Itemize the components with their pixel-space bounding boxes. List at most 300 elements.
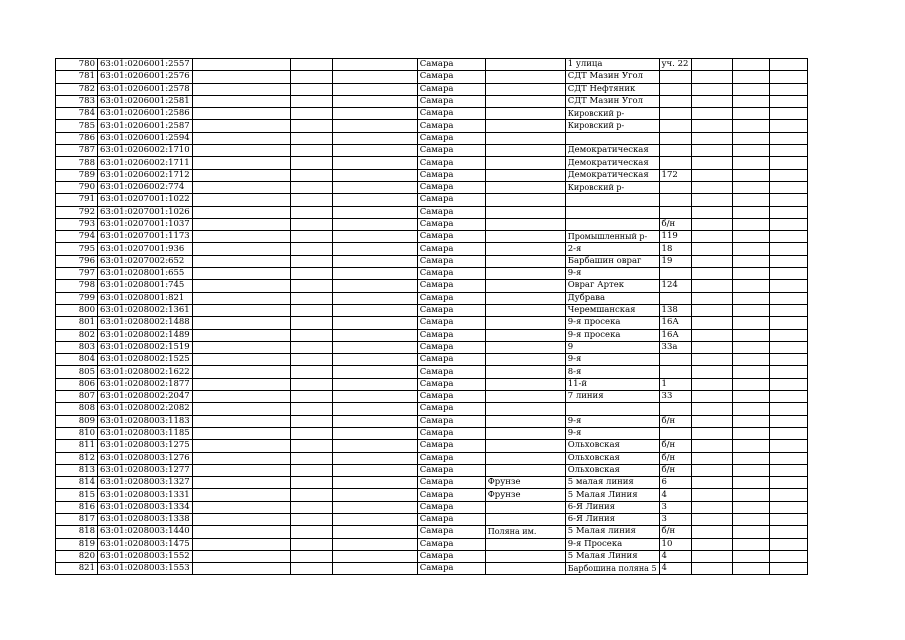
cadastral-number-cell: 63:01:0208001:745 [98,280,193,292]
row-number-cell: 808 [56,403,98,415]
city-cell: Самара [417,59,485,71]
city-cell: Самара [417,464,485,476]
empty-cell [769,108,807,120]
house-number-cell [659,194,691,206]
empty-cell [332,427,417,439]
cadastral-number-cell: 63:01:0207001:936 [98,243,193,255]
house-number-cell [659,83,691,95]
table-row [56,563,808,575]
table-row [56,95,808,107]
empty-cell [332,403,417,415]
row-number-cell: 803 [56,341,98,353]
city-cell: Самара [417,132,485,144]
empty-cell [769,538,807,550]
table-row [56,71,808,83]
empty-cell [290,538,332,550]
street-cell: 6-Я Линия [565,501,659,513]
empty-cell [332,526,417,538]
empty-cell [192,563,290,575]
city-cell: Самара [417,255,485,267]
empty-cell [290,354,332,366]
empty-cell [290,206,332,218]
empty-cell [769,489,807,501]
city-cell: Самара [417,304,485,316]
empty-cell [769,477,807,489]
empty-cell [769,145,807,157]
empty-cell [732,132,769,144]
empty-cell [290,280,332,292]
street-cell: 9-я просека [565,329,659,341]
cadastral-number-cell: 63:01:0208003:1440 [98,526,193,538]
city-cell: Самара [417,427,485,439]
table-row [56,206,808,218]
street-cell [565,403,659,415]
row-number-cell: 795 [56,243,98,255]
empty-cell [732,317,769,329]
city-cell: Самара [417,157,485,169]
empty-cell [332,59,417,71]
empty-cell [290,95,332,107]
table-row [56,304,808,316]
row-number-cell: 787 [56,145,98,157]
district-cell [485,427,565,439]
row-number-cell: 812 [56,452,98,464]
empty-cell [691,255,732,267]
street-cell: Демократическая [565,157,659,169]
row-number-cell: 815 [56,489,98,501]
table-row [56,538,808,550]
empty-cell [732,95,769,107]
table-row [56,243,808,255]
street-cell [565,132,659,144]
house-number-cell: 16А [659,317,691,329]
empty-cell [290,513,332,525]
empty-cell [691,317,732,329]
empty-cell [691,280,732,292]
district-cell [485,304,565,316]
empty-cell [691,194,732,206]
empty-cell [769,427,807,439]
empty-cell [290,550,332,562]
street-cell: Ольховская [565,464,659,476]
empty-cell [192,157,290,169]
empty-cell [732,550,769,562]
empty-cell [290,427,332,439]
cadastral-number-cell: 63:01:0206002:774 [98,181,193,193]
district-cell: Фрунзе [485,477,565,489]
empty-cell [192,304,290,316]
street-cell: СДТ Нефтяник [565,83,659,95]
empty-cell [332,563,417,575]
row-number-cell: 813 [56,464,98,476]
row-number-cell: 796 [56,255,98,267]
street-cell: Черемшанская [565,304,659,316]
district-cell [485,354,565,366]
table-row [56,501,808,513]
row-number-cell: 784 [56,108,98,120]
district-cell [485,59,565,71]
street-cell [565,206,659,218]
house-number-cell: 18 [659,243,691,255]
empty-cell [192,329,290,341]
empty-cell [691,563,732,575]
empty-cell [732,354,769,366]
district-cell [485,95,565,107]
empty-cell [332,464,417,476]
city-cell: Самара [417,452,485,464]
street-cell: 9 [565,341,659,353]
empty-cell [332,452,417,464]
district-cell [485,181,565,193]
empty-cell [332,120,417,132]
empty-cell [192,194,290,206]
row-number-cell: 789 [56,169,98,181]
row-number-cell: 791 [56,194,98,206]
row-number-cell: 782 [56,83,98,95]
house-number-cell: 4 [659,563,691,575]
empty-cell [192,132,290,144]
empty-cell [192,550,290,562]
empty-cell [290,120,332,132]
cadastral-number-cell: 63:01:0206001:2581 [98,95,193,107]
cadastral-number-cell: 63:01:0208003:1327 [98,477,193,489]
empty-cell [691,218,732,230]
empty-cell [691,341,732,353]
empty-cell [691,304,732,316]
street-cell: Барбошина поляна 5 [565,563,659,575]
cadastral-number-cell: 63:01:0208003:1183 [98,415,193,427]
cadastral-number-cell: 63:01:0206001:2578 [98,83,193,95]
empty-cell [290,452,332,464]
street-cell: 5 Малая Линия [565,489,659,501]
cadastral-number-cell: 63:01:0208002:1361 [98,304,193,316]
table-row [56,341,808,353]
empty-cell [290,317,332,329]
cadastral-number-cell: 63:01:0206001:2587 [98,120,193,132]
district-cell [485,243,565,255]
empty-cell [769,329,807,341]
empty-cell [290,366,332,378]
table-row [56,317,808,329]
street-cell: 6-Я Линия [565,513,659,525]
row-number-cell: 805 [56,366,98,378]
city-cell: Самара [417,415,485,427]
empty-cell [332,218,417,230]
cadastral-number-cell: 63:01:0208001:821 [98,292,193,304]
street-cell: Демократическая [565,169,659,181]
empty-cell [769,181,807,193]
empty-cell [332,513,417,525]
row-number-cell: 821 [56,563,98,575]
empty-cell [691,501,732,513]
row-number-cell: 786 [56,132,98,144]
street-cell: 2-я [565,243,659,255]
district-cell [485,538,565,550]
city-cell: Самара [417,83,485,95]
table-row [56,489,808,501]
empty-cell [192,366,290,378]
row-number-cell: 817 [56,513,98,525]
street-cell: 9-я [565,268,659,280]
empty-cell [769,268,807,280]
empty-cell [732,341,769,353]
city-cell: Самара [417,169,485,181]
cadastral-number-cell: 63:01:0206001:2557 [98,59,193,71]
row-number-cell: 793 [56,218,98,230]
house-number-cell: 6 [659,477,691,489]
empty-cell [691,59,732,71]
empty-cell [732,489,769,501]
empty-cell [691,550,732,562]
city-cell: Самара [417,440,485,452]
empty-cell [192,280,290,292]
cadastral-number-cell: 63:01:0206001:2576 [98,71,193,83]
empty-cell [192,181,290,193]
city-cell: Самара [417,317,485,329]
cadastral-number-cell: 63:01:0208003:1334 [98,501,193,513]
city-cell: Самара [417,108,485,120]
empty-cell [691,526,732,538]
row-number-cell: 794 [56,231,98,243]
empty-cell [732,108,769,120]
empty-cell [691,513,732,525]
district-cell: Фрунзе [485,489,565,501]
empty-cell [732,145,769,157]
house-number-cell [659,181,691,193]
table-row [56,329,808,341]
empty-cell [732,501,769,513]
empty-cell [290,341,332,353]
empty-cell [290,71,332,83]
cadastral-number-cell: 63:01:0207001:1173 [98,231,193,243]
empty-cell [732,403,769,415]
empty-cell [769,513,807,525]
street-cell: Демократическая [565,145,659,157]
empty-cell [732,440,769,452]
empty-cell [732,304,769,316]
empty-cell [691,95,732,107]
cadastral-number-cell: 63:01:0208002:1622 [98,366,193,378]
empty-cell [192,206,290,218]
city-cell: Самара [417,550,485,562]
row-number-cell: 783 [56,95,98,107]
empty-cell [192,415,290,427]
table-row [56,59,808,71]
street-cell: СДТ Мазин Угол [565,95,659,107]
empty-cell [332,341,417,353]
district-cell [485,378,565,390]
row-number-cell: 780 [56,59,98,71]
house-number-cell [659,403,691,415]
table-row [56,83,808,95]
table-row [56,157,808,169]
empty-cell [290,108,332,120]
empty-cell [691,378,732,390]
district-cell [485,391,565,403]
row-number-cell: 798 [56,280,98,292]
empty-cell [332,391,417,403]
house-number-cell [659,292,691,304]
empty-cell [732,169,769,181]
empty-cell [192,440,290,452]
cadastral-number-cell: 63:01:0206002:1712 [98,169,193,181]
house-number-cell: 33 [659,391,691,403]
row-number-cell: 785 [56,120,98,132]
cadastral-number-cell: 63:01:0208002:1525 [98,354,193,366]
row-number-cell: 801 [56,317,98,329]
empty-cell [732,157,769,169]
empty-cell [769,415,807,427]
empty-cell [192,452,290,464]
table-row [56,108,808,120]
street-cell: Ольховская [565,440,659,452]
empty-cell [769,341,807,353]
empty-cell [732,477,769,489]
district-cell [485,231,565,243]
table-row [56,526,808,538]
empty-cell [192,145,290,157]
table-row [56,132,808,144]
empty-cell [732,71,769,83]
district-cell [485,194,565,206]
city-cell: Самара [417,181,485,193]
empty-cell [332,477,417,489]
table-row [56,255,808,267]
empty-cell [691,71,732,83]
city-cell: Самара [417,391,485,403]
empty-cell [332,366,417,378]
district-cell [485,550,565,562]
house-number-cell: 33а [659,341,691,353]
district-cell [485,440,565,452]
city-cell: Самара [417,206,485,218]
street-cell [565,218,659,230]
empty-cell [769,403,807,415]
empty-cell [769,83,807,95]
district-cell [485,120,565,132]
district-cell [485,513,565,525]
street-cell: Барбашин овраг [565,255,659,267]
cadastral-number-cell: 63:01:0207001:1022 [98,194,193,206]
empty-cell [691,366,732,378]
empty-cell [192,243,290,255]
empty-cell [691,132,732,144]
empty-cell [290,59,332,71]
empty-cell [769,169,807,181]
street-cell: 9-я Просека [565,538,659,550]
empty-cell [732,206,769,218]
empty-cell [332,292,417,304]
empty-cell [332,354,417,366]
house-number-cell [659,108,691,120]
table-row [56,391,808,403]
empty-cell [691,427,732,439]
house-number-cell [659,366,691,378]
row-number-cell: 816 [56,501,98,513]
empty-cell [691,181,732,193]
empty-cell [769,563,807,575]
empty-cell [332,304,417,316]
empty-cell [332,231,417,243]
empty-cell [732,194,769,206]
house-number-cell: уч. 22 [659,59,691,71]
row-number-cell: 807 [56,391,98,403]
row-number-cell: 814 [56,477,98,489]
district-cell [485,280,565,292]
empty-cell [192,341,290,353]
empty-cell [769,378,807,390]
empty-cell [290,477,332,489]
empty-cell [769,71,807,83]
empty-cell [769,292,807,304]
table-row [56,477,808,489]
cadastral-number-cell: 63:01:0208003:1552 [98,550,193,562]
empty-cell [332,378,417,390]
empty-cell [769,501,807,513]
empty-cell [691,169,732,181]
empty-cell [691,329,732,341]
empty-cell [732,218,769,230]
empty-cell [290,501,332,513]
street-cell: 9-я просека [565,317,659,329]
district-cell [485,132,565,144]
empty-cell [732,59,769,71]
house-number-cell: 19 [659,255,691,267]
district-cell [485,255,565,267]
table-row [56,231,808,243]
empty-cell [332,108,417,120]
street-cell: 1 улица [565,59,659,71]
district-cell [485,415,565,427]
empty-cell [332,415,417,427]
empty-cell [732,231,769,243]
house-number-cell: 4 [659,550,691,562]
empty-cell [290,145,332,157]
empty-cell [192,513,290,525]
empty-cell [769,304,807,316]
row-number-cell: 810 [56,427,98,439]
empty-cell [192,71,290,83]
empty-cell [769,280,807,292]
table-row [56,181,808,193]
table-row [56,366,808,378]
table-row [56,218,808,230]
empty-cell [332,169,417,181]
empty-cell [192,501,290,513]
empty-cell [691,403,732,415]
city-cell: Самара [417,145,485,157]
empty-cell [290,194,332,206]
street-cell: Промышленный р- [565,231,659,243]
city-cell: Самара [417,366,485,378]
district-cell [485,108,565,120]
district-cell [485,403,565,415]
empty-cell [290,563,332,575]
cadastral-number-cell: 63:01:0208003:1277 [98,464,193,476]
cadastral-number-cell: 63:01:0206001:2594 [98,132,193,144]
empty-cell [290,464,332,476]
empty-cell [691,452,732,464]
city-cell: Самара [417,563,485,575]
empty-cell [691,145,732,157]
cadastral-number-cell: 63:01:0208002:2082 [98,403,193,415]
empty-cell [732,513,769,525]
empty-cell [290,415,332,427]
district-cell [485,71,565,83]
cadastral-number-cell: 63:01:0207002:652 [98,255,193,267]
empty-cell [769,243,807,255]
row-number-cell: 790 [56,181,98,193]
